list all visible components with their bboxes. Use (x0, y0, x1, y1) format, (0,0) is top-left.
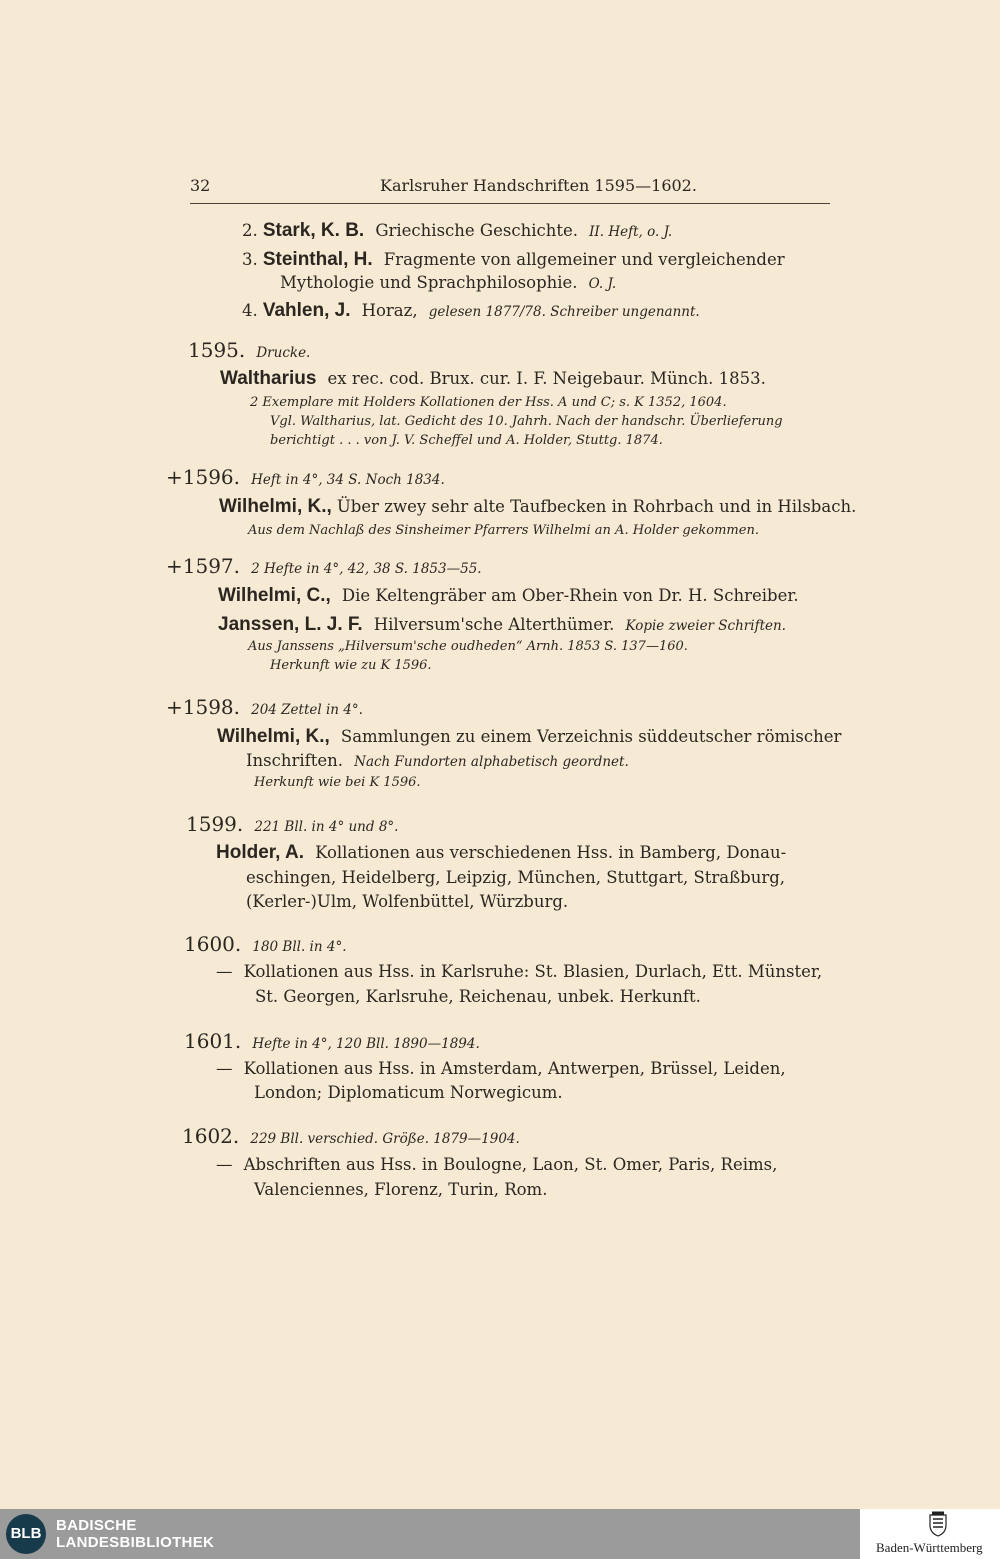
entry-1597-note: Herkunft wie zu K 1596. (270, 658, 432, 673)
entry-1599-cont: (Kerler-)Ulm, Wolfenbüttel, Würzburg. (246, 892, 569, 911)
entry-1599-title: Holder, A. Kollationen aus verschiedenen Hss. in Bamberg, Donau- (216, 842, 787, 863)
header-rule (190, 203, 830, 204)
entry-1596-title: Wilhelmi, K., Über zwey sehr alte Taufbecken in Rohrbach und in Hilsbach. (219, 496, 857, 517)
entry-1598-cont: Inschriften. Nach Fundorten alphabetisch geordnet. (246, 751, 629, 770)
entry-1595-note: 2 Exemplare mit Holders Kollationen der Hss. A und C; s. K 1352, 1604. (250, 395, 727, 410)
entry-1597-note: Aus Janssens „Hilversum'sche oudheden“ Arnh. 1853 S. 137—160. (248, 639, 688, 654)
entry-1596-heading: +1596. Heft in 4°, 34 S. Noch 1834. (166, 465, 445, 489)
entry-1602-text: — Abschriften aus Hss. in Boulogne, Laon, St. Omer, Paris, Reims, (216, 1155, 778, 1174)
entry-1595-note: Vgl. Waltharius, lat. Gedicht des 10. Jahrh. Nach der handschr. Überlieferung (270, 414, 783, 429)
entry-1602-cont: Valenciennes, Florenz, Turin, Rom. (254, 1180, 548, 1199)
entry-1601-cont: London; Diplomaticum Norwegicum. (254, 1083, 563, 1102)
entry-1595-title: Waltharius ex rec. cod. Brux. cur. I. F. Neigebaur. Münch. 1853. (220, 368, 766, 389)
library-name: BADISCHE LANDESBIBLIOTHEK (56, 1517, 215, 1551)
entry-1598-title: Wilhelmi, K., Sammlungen zu einem Verzeichnis süddeutscher römischer (217, 726, 842, 747)
page-number: 32 (190, 176, 211, 195)
entry-1601-text: — Kollationen aus Hss. in Amsterdam, Antwerpen, Brüssel, Leiden, (216, 1059, 786, 1078)
entry-1597-title: Wilhelmi, C., Die Keltengräber am Ober-Rhein von Dr. H. Schreiber. (218, 585, 799, 606)
entry-1597-title: Janssen, L. J. F. Hilversum'sche Alterthümer. Kopie zweier Schriften. (218, 614, 786, 635)
entry-1600-cont: St. Georgen, Karlsruhe, Reichenau, unbek. Herkunft. (255, 987, 701, 1006)
entry-1600-heading: 1600. 180 Bll. in 4°. (184, 932, 347, 956)
entry-1599-cont: eschingen, Heidelberg, Leipzig, München, Stuttgart, Straßburg, (246, 868, 786, 887)
state-name: Baden-Württemberg (876, 1540, 983, 1555)
entry-1600-text: — Kollationen aus Hss. in Karlsruhe: St. Blasien, Durlach, Ett. Münster, (216, 962, 823, 981)
entry-1596-note: Aus dem Nachlaß des Sinsheimer Pfarrers Wilhelmi an A. Holder gekommen. (248, 523, 759, 538)
entry-1597-heading: +1597. 2 Hefte in 4°, 42, 38 S. 1853—55. (166, 554, 482, 578)
coat-of-arms-icon (928, 1511, 948, 1537)
footer-bar (0, 1509, 1000, 1559)
blb-logo-icon[interactable]: BLB (6, 1514, 46, 1554)
entry-1602-heading: 1602. 229 Bll. verschied. Größe. 1879—1904. (182, 1124, 520, 1148)
entry-1599-heading: 1599. 221 Bll. in 4° und 8°. (186, 812, 399, 836)
continuation-item-cont: Mythologie und Sprachphilosophie. O. J. (280, 273, 617, 292)
library-banner[interactable] (0, 1509, 860, 1559)
continuation-item: 2. Stark, K. B. Griechische Geschichte. II. Heft, o. J. (242, 220, 673, 241)
continuation-item: 4. Vahlen, J. Horaz, gelesen 1877/78. Schreiber ungenannt. (242, 300, 700, 321)
entry-1598-note: Herkunft wie bei K 1596. (254, 775, 421, 790)
running-title: Karlsruher Handschriften 1595—1602. (380, 176, 697, 195)
continuation-item: 3. Steinthal, H. Fragmente von allgemeiner und vergleichender (242, 249, 785, 270)
entry-1595-heading: 1595. Drucke. (188, 338, 311, 362)
entry-1595-note: berichtigt . . . von J. V. Scheffel und A. Holder, Stuttg. 1874. (270, 433, 663, 448)
entry-1601-heading: 1601. Hefte in 4°, 120 Bll. 1890—1894. (184, 1029, 480, 1053)
entry-1598-heading: +1598. 204 Zettel in 4°. (166, 695, 363, 719)
